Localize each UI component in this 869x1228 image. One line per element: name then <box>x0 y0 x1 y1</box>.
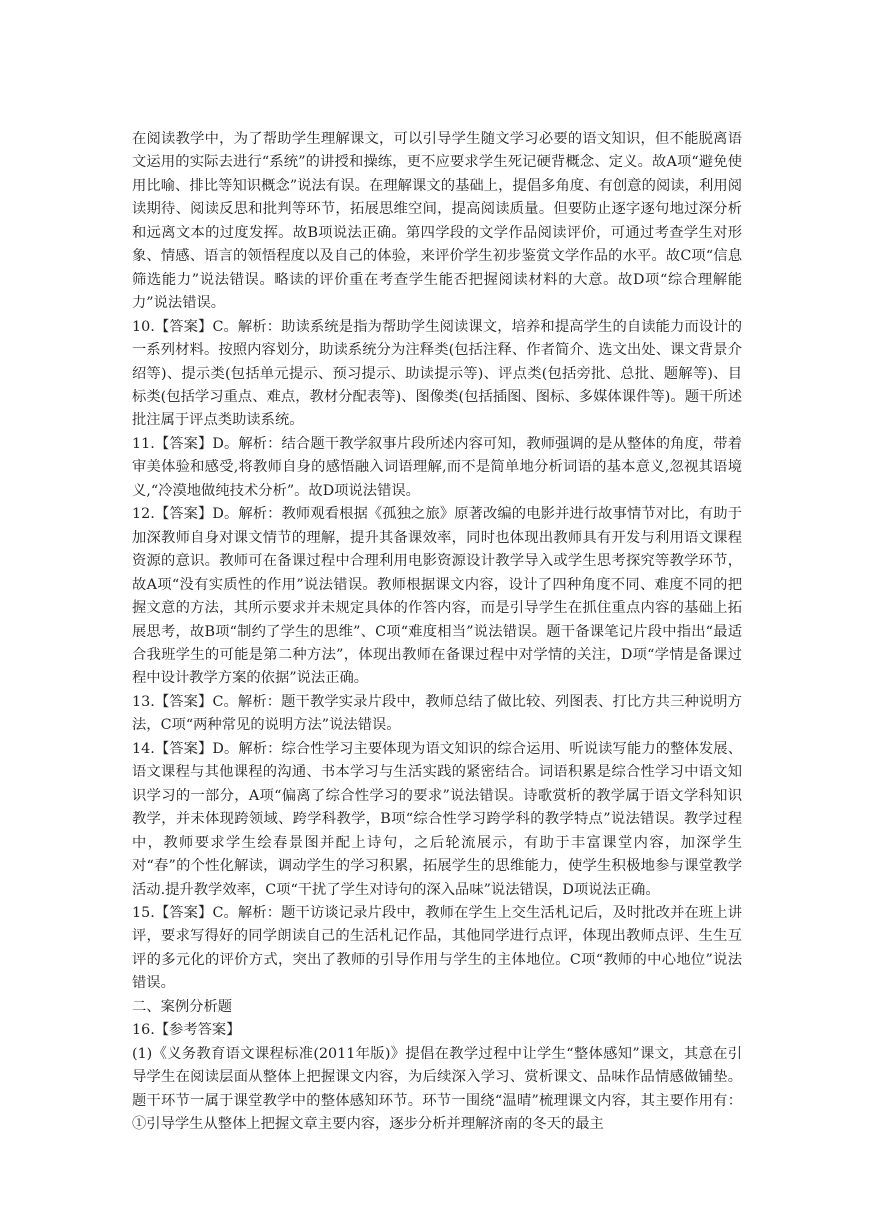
answer-14: 14.【答案】D。解析：综合性学习主要体现为语文知识的综合运用、听说读写能力的整体发展、语文课程与其他课程的沟通、书本学习与生活实践的紧密结合。词语积累是综合性学习中语文知识学习的一部分，A项“偏离了综合性学习的要求”说法错误。诗歌赏析的教学属于语文学科知识教学，并未体现跨领域、跨学科教学，B项“综合性学习跨学科的教学特点”说法错误。教学过程中，教师要求学生绘春景图并配上诗句，之后轮流展示，有助于丰富课堂内容，加深学生对“春”的个性化解读，调动学生的学习积累，拓展学生的思维能力，使学生积极地参与课堂教学活动.提升教学效率，C项“干扰了学生对诗句的深入品味”说法错误，D项说法正确。 <box>132 740 742 898</box>
document-page <box>132 128 742 1136</box>
section-heading-case-analysis: 二、案例分析题 <box>132 998 233 1015</box>
answer-12: 12.【答案】D。解析：教师观看根据《孤独之旅》原著改编的电影并进行故事情节对比，有助于加深教师自身对课文情节的理解，提升其备课效率，同时也体现出教师具有开发与利用语文课程资源的意识。教师可在备课过程中合理利用电影资源设计教学导入或学生思考探究等教学环节，故A项“没有实质性的作用”说法错误。教师根据课文内容，设计了四种角度不同、难度不同的把握文意的方法，其所示要求并未规定具体的作答内容，而是引导学生在抓住重点内容的基础上拓展思考，故B项“制约了学生的思维”、C项“难度相当”说法错误。题干备课笔记片段中指出“最适合我班学生的可能是第二种方法”，体现出教师在备课过程中对学情的关注，D项“学情是备课过程中设计教学方案的依据”说法正确。 <box>132 506 742 687</box>
answer-13: 13.【答案】C。解析：题干教学实录片段中，教师总结了做比较、列图表、打比方共三种说明方法，C项“两种常见的说明方法”说法错误。 <box>132 693 742 734</box>
answer-15: 15.【答案】C。解析：题干访谈记录片段中，教师在学生上交生活札记后，及时批改并在班上讲评，要求写得好的同学朗读自己的生活札记作品，其他同学进行点评，体现出教师点评、生生互评的多元化的评价方式，突出了教师的引导作用与学生的主体地位。C项“教师的中心地位”说法错误。 <box>132 904 742 992</box>
reference-answer-16-heading: 16.【参考答案】 <box>132 1022 241 1039</box>
answer-11: 11.【答案】D。解析：结合题干教学叙事片段所述内容可知，教师强调的是从整体的角度，带着审美体验和感受,将教师自身的感悟融入词语理解,而不是简单地分析词语的基本意义,忽视其语境义,“冷漠地做纯技术分析”。故D项说法错误。 <box>132 435 742 499</box>
answer-10: 10.【答案】C。解析：助读系统是指为帮助学生阅读课文，培养和提高学生的自读能力而设计的一系列材料。按照内容划分，助读系统分为注释类(包括注释、作者简介、选文出处、课文背景介绍等)、提示类(包括单元提示、预习提示、助读提示等)、评点类(包括旁批、总批、题解等)、目标类(包括学习重点、难点，教材分配表等)、图像类(包括插图、图标、多媒体课件等)。题干所述批注属于评点类助读系统。 <box>132 318 742 429</box>
paragraph-reading-teaching: 在阅读教学中，为了帮助学生理解课文，可以引导学生随文学习必要的语文知识，但不能脱离语文运用的实际去进行“系统”的讲授和操练，更不应要求学生死记硬背概念、定义。故A项“避免使用比喻、排比等知识概念”说法有误。在理解课文的基础上，提倡多角度、有创意的阅读，利用阅读期待、阅读反思和批判等环节，拓展思维空间，提高阅读质量。但要防止逐字逐句地过深分析和远离文本的过度发挥。故B项说法正确。第四学段的文学作品阅读评价，可通过考查学生对形象、情感、语言的领悟程度以及自己的体验，来评价学生初步鉴赏文学作品的水平。故C项“信息筛选能力”说法错误。略读的评价重在考查学生能否把握阅读材料的大意。故D项“综合理解能力”说法错误。 <box>132 131 742 312</box>
answer-16-part-1: (1)《义务教育语文课程标准(2011年版)》提倡在教学过程中让学生“整体感知”课文，其意在引导学生在阅读层面从整体上把握课文内容，为后续深入学习、赏析课文、品味作品情感做铺垫。题干环节一属于课堂教学中的整体感知环节。环节一围绕“温晴”梳理课文内容，其主要作用有：①引导学生从整体上把握文章主要内容，逐步分析并理解济南的冬天的最主 <box>132 1045 742 1133</box>
